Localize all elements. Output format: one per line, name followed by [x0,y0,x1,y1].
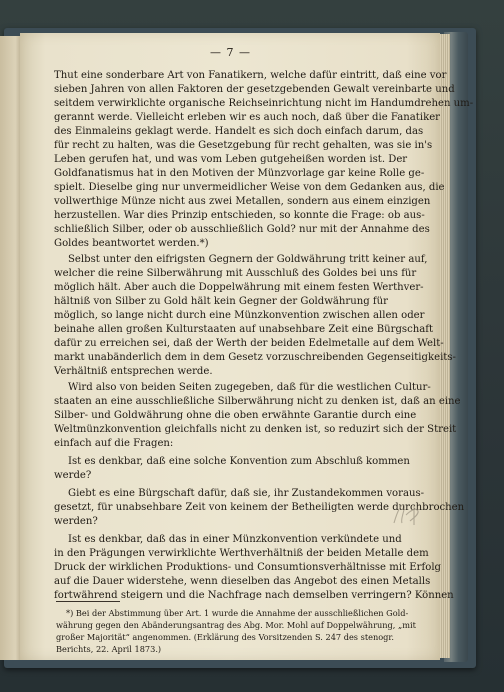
text-line: markt unabänderlich dem in dem Gesetz vorzuschreibenden Gegenseitigkeits- [54,352,456,363]
text-line: möglich hält. Aber auch die Doppelwährung mit einem festen Werthver- [54,282,424,293]
text-line: Ist es denkbar, daß das in einer Münzkonvention verkündete und [68,534,402,545]
text-line: sieben Jahren von allen Faktoren der gesetzgebenden Gewalt vereinbarte und [54,84,455,95]
text-line: vollwerthige Münze nicht aus zwei Metallen, sondern aus einem einzigen [54,196,431,207]
text-line: welcher die reine Silberwährung mit Ausschluß des Goldes bei uns für [54,268,417,279]
pencil-annotation-icon [388,499,428,529]
left-page-edge [0,36,22,660]
text-line: Thut eine sonderbare Art von Fanatikern, welche dafür eintritt, daß eine vor [54,70,447,81]
text-line: Druck der wirklichen Produktions- und Consumtionsverhältnisse mit Erfolg [54,562,442,573]
text-line: herzustellen. War dies Prinzip entschieden, so konnte die Frage: ob aus- [54,210,425,221]
text-line: dafür zu erreichen sei, daß der Werth der beiden Edelmetalle auf dem Welt- [54,338,444,349]
page-number: — 7 — [210,46,251,59]
text-line: Selbst unter den eifrigsten Gegnern der Goldwährung tritt keiner auf, [68,254,428,265]
text-line: Weltmünzkonvention gleichfalls nicht zu denken ist, so reduzirt sich der Streit [54,424,457,435]
text-line: Silber- und Goldwährung ohne die oben erwähnte Garantie durch eine [54,410,417,421]
text-line: Leben gerufen hat, und was vom Leben gutgeheißen worden ist. Der [54,154,408,165]
footnote-line: Berichts, 22. April 1873.) [56,644,162,654]
book-page [20,33,474,660]
text-line: hältniß von Silber zu Gold hält kein Gegner der Goldwährung für [54,296,388,307]
text-line: Ist es denkbar, daß eine solche Konvention zum Abschluß kommen [68,456,410,467]
text-line: Giebt es eine Bürgschaft dafür, daß sie, ihr Zustandekommen voraus- [68,488,425,499]
text-line: Goldes beantwortet werden.*) [54,238,209,249]
footnote-line: *) Bei der Abstimmung über Art. 1 wurde die Annahme der ausschließlichen Gold- [66,608,409,618]
text-line: fortwährend steigern und die Nachfrage nach demselben verringern? Können [54,590,454,601]
text-line: beinahe allen großen Kulturstaaten auf unabsehbare Zeit eine Bürgschaft [54,324,434,335]
text-line: werde? [54,470,92,481]
footnote-line: währung gegen den Abänderungsantrag des Abg. Mor. Mohl auf Doppelwährung, „mit [56,620,416,630]
text-line: staaten an eine ausschließliche Silberwährung nicht zu denken ist, daß an eine [54,396,461,407]
text-line: werden? [54,516,98,527]
text-line: auf die Dauer widerstehe, wenn dieselben das Angebot des einen Metalls [54,576,431,587]
text-line: Goldfanatismus hat in den Motiven der Münzvorlage gar keine Rolle ge- [54,168,425,179]
text-line: für recht zu halten, was die Gesetzgebung für recht gehalten, was sie in's [54,140,433,151]
text-line: spielt. Dieselbe ging nur unvermeidlicher Weise von dem Gedanken aus, die [54,182,445,193]
text-line: gesetzt, für unabsehbare Zeit von keinem der Betheiligten werde durchbrochen [54,502,465,513]
text-line: einfach auf die Fragen: [54,438,174,449]
text-line: schließlich Silber, oder ob ausschließlich Gold? nur mit der Annahme des [54,224,430,235]
text-line: seitdem verwirklichte organische Reichseinrichtung nicht im Handumdrehen um- [54,98,474,109]
text-line: möglich, so lange nicht durch eine Münzkonvention zwischen allen oder [54,310,425,321]
text-line: Verhältniß entsprechen werde. [54,366,213,377]
text-line: Wird also von beiden Seiten zugegeben, daß für die westlichen Cultur- [68,382,431,393]
footnote-line: großer Majorität“ angenommen. (Erklärung des Vorsitzenden S. 247 des stenogr. [56,632,395,642]
text-line: gerannt werde. Vielleicht erleben wir es auch noch, daß über die Fanatiker [54,112,440,123]
text-line: in den Prägungen verwirklichte Werthverhältniß der beiden Metalle dem [54,548,429,559]
text-line: des Einmaleins geklagt werde. Handelt es sich doch einfach darum, das [54,126,424,137]
